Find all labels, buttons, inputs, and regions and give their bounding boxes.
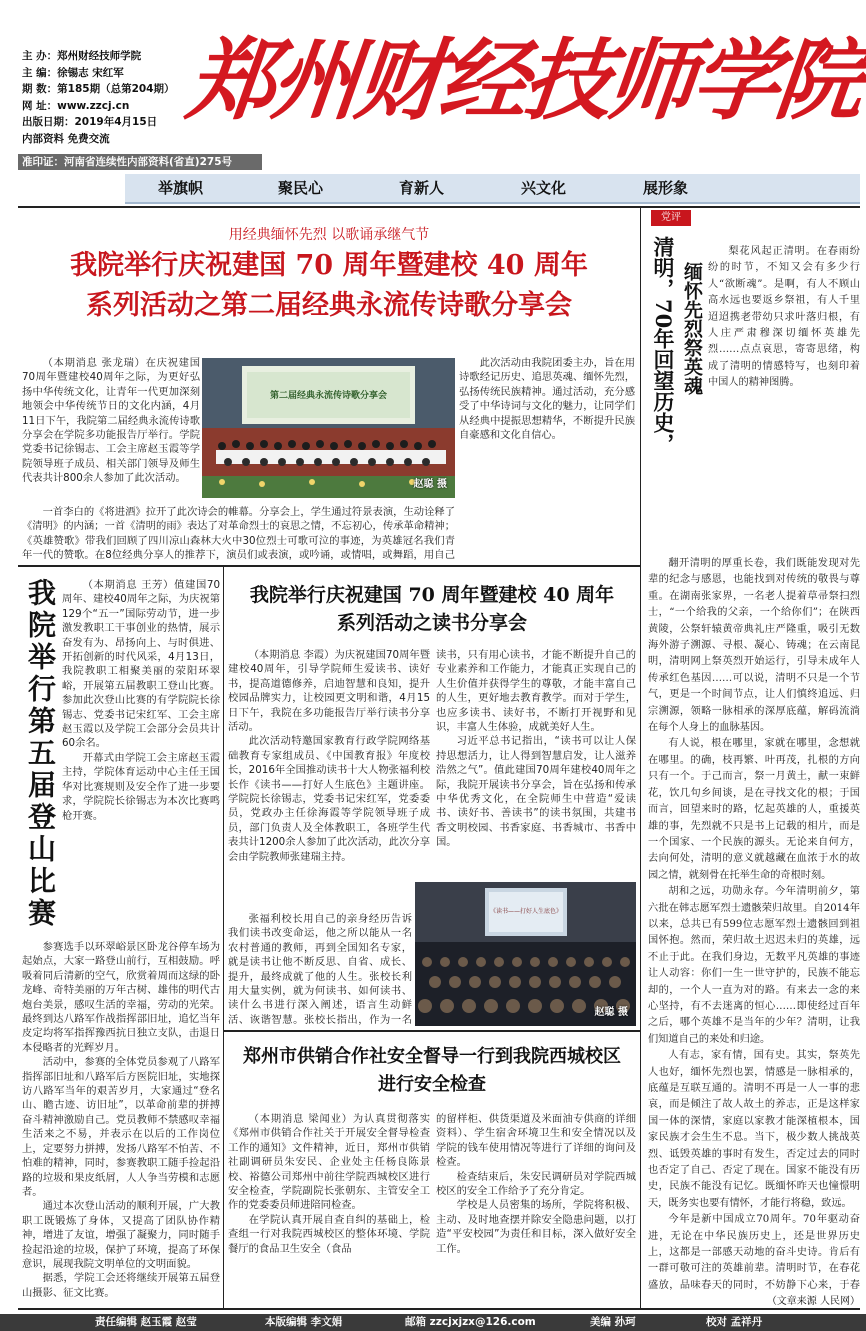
- rule-under-article1: [18, 565, 640, 567]
- bottom-rule: [18, 1308, 860, 1310]
- commentary-paragraph: 人有志，家有情，国有史。其实，祭英先人也好，缅怀先烈也罢，情感是一脉相承的，底蕴是互联互通的。清明不再是一人一事的悲哀，而是倾注了故人故土的养志，正是这样家国一体的深情，家庭以家教才能深植根本，国家民族才会生生不息。当下，极少数人挑战英烈、诋毁英雄的事时有发生，否定过去的同时也否定了自己、否定了现在。国家不能没有历史，民族不能没有记忆。既缅怀昨天也憧憬明天，既务实也要有情怀，才能行将稳，致远。: [648, 1050, 860, 1209]
- slogan-5: 展形象: [643, 179, 689, 197]
- slogan-4: 兴文化: [521, 179, 567, 197]
- article3-body-right: [436, 648, 636, 876]
- footer-art-editor: 美编 孙珂: [590, 1316, 636, 1328]
- article1-subtitle: 用经典缅怀先烈 以歌诵承继气节: [228, 227, 430, 243]
- article2-paragraph: 通过本次登山活动的顺利开展，广大教职工既锻炼了身体，又提高了团队协作精神，增进了友谊，增强了凝聚力，同时随手捡起沿途的垃圾，保护了环境，提高了环保意识，展现我院文明单位的文明面貌。: [22, 1200, 220, 1270]
- article4-paragraph: 学校是人员密集的场所，学院将积极、主动、及时地查摆并除安全隐患问题，以打造“平安校园”为责任和目标，深入做好安全工作。: [436, 1199, 636, 1255]
- article1-body-left: [22, 356, 200, 504]
- commentary-paragraph: 今年是新中国成立70周年。70年驱动奋进，无论在中华民族历史上，还是世界历史上，这都是一部感天动地的奋斗史诗。肯后有一群可敬可注的英雄前辈。清明时节，在春花盛放，品味春天的同时，不妨静下心来，于春: [648, 1214, 860, 1291]
- article3-title-line2: 系列活动之读书分享会: [336, 612, 527, 634]
- article3-title-line1: 我院举行庆祝建国 70 周年暨建校 40 周年: [249, 584, 615, 606]
- article3-paragraph: 此次活动特邀国家教育行政学院网络基础教育专家组成员、《中国教育报》年度校长，2016年全国推动读书十大人物张福利校长作《读书——打好人生底色》主题讲座。学院院长徐锡志，党委书记宋红军，党委委员，党政办主任徐海霞等学院领导班子成员，部门负责人及全体教职工，各班学生代表共计1200余人参加了此次活动，此次分享会由学院教师张建瑞主持。: [228, 735, 430, 863]
- footer-proofreader: 校对 孟祥丹: [706, 1316, 763, 1328]
- info-issue: 期 数：第185期（总第204期）: [22, 83, 175, 95]
- poetry-event-photo: [202, 358, 455, 498]
- commentary-body-top: [708, 244, 860, 556]
- photo-credit: 赵聪 摄: [413, 479, 447, 490]
- article4-paragraph: （本期消息 梁闻业）为认真贯彻落实《郑州市供销合作社关于开展安全督导检查工作的通知》文件精神，近日，郑州市供销社副调研员朱安民、企业处主任杨良陈景校、裕德公司郑州中前往学院西城校区进行安全检查，学院副院长张朝东、主管安全工作的党委委员师进陪同检查。: [228, 1113, 430, 1212]
- article1-paragraph: 一首李白的《将进酒》拉开了此次诗会的帷幕。分享会上，学生通过符景表演，生动诠释了《清明》的内涵；一首《清明的雨》表达了对革命烈士的哀思之情，不忘初心，传承革命精神；《英雄赞歌》带我们回顾了四川凉山森林大火中30位烈士可歌可泣的事迹，为英雄冠名我们青年一代的赞歌。在8位经典分享人的推荐下，演员们或表演，或吟诵，或情唱，或舞蹈，用自己: [22, 506, 455, 562]
- commentary-paragraph: 翻开清明的厚重长卷，我们既能发现对先辈的纪念与感恩，也能找到对传统的敬畏与尊重。在湖南张家界，一名老人提着草帚祭扫烈士，“一个给我的父亲，一个给你们”；在陕西黄陵，公祭轩辕黄帝典礼庄严隆重，吸引无数海外游子溯源、寻根、凝心、铸魂；在云南昆明，清明网上祭英烈开始运行，引导未成年人传承红色基因……可以说，清明不只是一个节气，更是一个时间节点，让人们慎终追远、归宗溯源，领略一脉相承的深厚底蕴，解码流淌在每个人身上的血脉基因。: [648, 558, 860, 734]
- commentary-paragraph: 有人说，根在哪里，家就在哪里，念想就在哪里。的确，枝再繁、叶再茂，扎根的方向只有一个。于己而言，祭一月黄土，献一束鲜花，饮几句乡间谈，是在寻找文化的根；于国而言，回望来时的路，忆起英雄的人，重援英雄的事，先烈就不只是书上记载的相片，而是一个国家、一个民族的源头。无论来自何方，去向何处，清明的意义就越藏在血浓于水的故园之情，就刻骨在托举生命的奇根时刻。: [648, 738, 860, 881]
- info-sponsor: 主 办：郑州财经技师学院: [22, 50, 142, 62]
- commentary-source: （文章来源 人民网）: [766, 1296, 860, 1307]
- info-date: 出版日期：2019年4月15日: [22, 116, 158, 128]
- info-editor: 主 编：徐锡志 宋红军: [22, 66, 124, 79]
- commentary-title-right: 清明，70年回望历史，: [651, 236, 676, 455]
- article3-paragraph: 读书，只有用心读书，才能不断提升自己的专业素养和工作能力，才能真正实现自己的人生价值并获得学生的尊敬，才能丰富自己的人生，更好地去教育教学。而对于学生，也应多读书、读好书，不断打开视野和见识，丰富人生体验，成就美好人生。: [436, 649, 636, 734]
- article1-body-bottom: [22, 505, 455, 563]
- footer-editor: 责任编辑 赵玉霞 赵莹: [95, 1316, 197, 1328]
- article1-title-line1: 我院举行庆祝建国 70 周年暨建校 40 周年: [70, 250, 588, 281]
- article2-title: 我院举行第五届登山比赛: [24, 578, 57, 930]
- footer-email: 邮箱 zzcjxjzx@126.com: [405, 1316, 536, 1328]
- reading-event-photo: [415, 882, 636, 1026]
- permit-bar: 准印证：河南省连续性内部资料(省直)275号: [18, 154, 262, 170]
- newspaper-title: 郑州财经技师学院: [182, 28, 866, 132]
- slogan-1: 举旗帜: [158, 179, 204, 197]
- article1-paragraph: （本期消息 张龙瑞）在庆祝建国70周年暨建校40周年之际，为更好弘扬中华传统文化，让青年一代更加深刻地领会中华传统节日的文化内涵，4月11日下午，我院第二届经典永流传诗歌分享会在学院多功能报告厅举行。学院党委书记徐锡志、工会主席赵玉霞等学院领导班子成员、相关部门领导及师生代表共计800余人参加了此次活动。: [22, 357, 200, 485]
- article2-body-top: [62, 578, 220, 940]
- info-note: 内部资料 免费交流: [22, 132, 110, 145]
- stage-banner-text: 第二届经典永流传诗歌分享会: [269, 391, 387, 401]
- commentary-title-left: 缅怀先烈祭英魂: [681, 262, 703, 395]
- slogan-bar: [125, 174, 860, 204]
- article3-paragraph: 张福利校长用自己的亲身经历告诉我们读书改变命运，他之所以能从一名农村普通的教师，再到全国知名专家，就是读书让他不断反思、自省、成长、提升，最终成就了他的人生。张校长利用大量实例，就为何读书、如何读书、读什么书进行深入阐述，语言生动鲜活、诙谐智慧。张校长指出，作为一名: [228, 913, 412, 1026]
- photo-credit: 赵聪 摄: [594, 1007, 628, 1018]
- article4-paragraph: 检查结束后，朱安民调研员对学院西城校区的安全工作给予了充分肯定。: [436, 1170, 636, 1198]
- article4-body-right: [436, 1112, 636, 1306]
- article2-paragraph: 参赛选手以环翠峪景区卧龙谷停车场为起始点，大家一路登山前行，互相鼓励。呼吸着同后清新的空气，欣赏着周而这绿的卧龙峰、奇特美丽的万年古树、雄伟的明代古炮台美景，感叹生活的幸福，劳动的光荣。最终到达八路军作战指挥部旧址，追忆当年皮定均将军指挥豫西抗日独立支队，击退日本侵略者的光辉岁月。: [22, 941, 220, 1054]
- commentary-body-bottom: [648, 556, 860, 1294]
- slogan-2: 聚民心: [278, 179, 324, 197]
- rule-above-article4: [224, 1030, 640, 1032]
- slogan-3: 育新人: [399, 179, 445, 197]
- article2-paragraph: 活动中，参赛的全体党员参观了八路军指挥部旧址和八路军后方医院旧址，实地探访八路军当年的艰苦岁月，大家通过“登名山、瞻古迹、访旧址”，以革命前辈的拼搏奋斗精神激励自己。党员教师不禁感叹幸福生活来之不易，并表示在以后的工作岗位上，定要努力拼搏，发扬八路军不怕苦、不怕难的精神，同时，参赛教职工随手捡起沿路的垃圾和果皮纸屑，人人争当劳模和志愿者。: [22, 1056, 220, 1198]
- commentary-paragraph: 胡和之远，功勋永存。今年清明前夕，第六批在韩志愿军烈士遗骸荣归故里。自2014年以来，总共已有599位志愿军烈士遗骸回到祖国怀抱。然而，荣归故土迟迟未归的英雄，远不止于此。在我们身边，无数平凡英雄的事迹让人动容：你们一生一世守护的，民族不能忘却的，一个人一直为对的路。有来去一念的来心坚持，有不去迷离的恒心……即使经过百年之后，哪个英雄不是当年的少年？清明，让我们知道自己的来处和归途。: [648, 886, 860, 1045]
- footer-bar: [0, 1314, 866, 1331]
- article4-paragraph: 在学院认真开展自查自纠的基础上，检查组一行对我院西城校区的整体环境、学院餐厅的食品卫生安全（食品: [228, 1213, 430, 1255]
- article2-paragraph: 据悉，学院工会还将继续开展第五届登山摄影、征文比赛。: [22, 1272, 220, 1299]
- article1-title-line2: 系列活动之第二届经典永流传诗歌分享会: [86, 290, 572, 321]
- top-rule: [18, 206, 860, 208]
- article2-paragraph: （本期消息 王芳）值建国70周年、建校40周年之际，为庆祝第129个“五一”国际劳动节，进一步激发教职工干事创业的热情，展示奋发有为、昂扬向上、与时俱进、开拓创新的时代风采，4月13日，我院教职工相聚美丽的荥阳环翠峪，开展第五届教职工登山比赛。参加此次登山比赛的有学院院长徐锡志、党委书记宋红军、工会主席赵玉霞以及学院工会部分会员共计60余名。: [62, 579, 220, 750]
- footer-page-editor: 本版编辑 李文娟: [265, 1316, 343, 1328]
- article3-body-left: [228, 648, 430, 912]
- commentary-paragraph: 梨花风起正清明。在春雨纷纷的时节，不知又会有多少行人“欲断魂”。是啊，有人不顾山高水远也要返乡祭祖，有人千里迢迢携老带幼只求叶落归根，有人庄严肃穆深切缅怀英雄先烈……点点哀思，寄寄思绪，构成了清明的情感特写，也刻印着中国人的精神图腾。: [708, 246, 860, 389]
- article2-body-bottom: [22, 940, 220, 1306]
- article4-title-line2: 进行安全检查: [378, 1074, 486, 1095]
- article3-paragraph: 习近平总书记指出，“读书可以让人保持思想活力，让人得到智慧启发，让人滋养浩然之气”。值此建国70周年建校40周年之际，我院开展读书分享会，旨在弘扬和传承中华优秀文化，在全院师生中营造“爱读书、读好书、善读书”的读书氛围，共建书香文明校园、书香家庭、书香城市、书香中国。: [436, 735, 636, 849]
- column-rule-left: [223, 567, 224, 1308]
- article3-paragraph: （本期消息 李霞）为庆祝建国70周年暨建校40周年，引导学院师生爱读书、读好书，提高道德修养，启迪智慧和良知，提升校园品牌实力，让校园更文明和谐，4月15日下午，我院在多功能报告厅举行读书分享活动。: [228, 649, 430, 734]
- article4-paragraph: 的留样柜、供货渠道及米面油专供商的详细资料）、学生宿舍环境卫生和安全情况以及学院的钱车使用情况等进行了详细的询问及检查。: [436, 1113, 636, 1169]
- article1-paragraph: 此次活动由我院团委主办，旨在用诗歌经记历史、追思英魂、缅怀先烈，弘扬传统民族精神。通过活动，充分感受了中华诗词与文化的魅力，让同学们从经典中提振思想精华，不断提升民族自豪感和文化自信心。: [459, 357, 635, 442]
- article1-body-right: [459, 356, 635, 564]
- screen-text: 《读书——打好人生底色》: [489, 908, 562, 915]
- article4-title-line1: 郑州市供销合作社安全督导一行到我院西城校区: [243, 1046, 621, 1067]
- info-website: 网 址：www.zzcj.cn: [22, 99, 130, 112]
- commentary-tag: 党评: [651, 210, 691, 226]
- article2-paragraph: 开幕式由学院工会主席赵玉霞主持，学院体育运动中心主任王国华对比赛规则及安全作了进一步要求，学院院长徐锡志为本次比赛鸣枪开赛。: [62, 751, 220, 822]
- article3-body-mid: [228, 912, 412, 1026]
- article4-body-left: [228, 1112, 430, 1306]
- column-rule-right: [640, 208, 641, 1308]
